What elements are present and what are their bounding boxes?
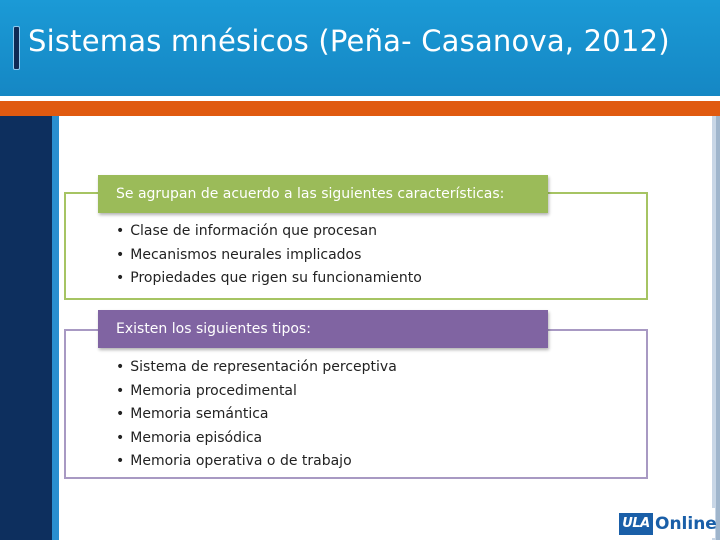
left-accent-stripe bbox=[52, 116, 59, 540]
types-label: Existen los siguientes tipos: bbox=[98, 310, 548, 348]
logo-mark: ULA bbox=[619, 513, 653, 535]
right-edge-inner-stripe bbox=[716, 116, 720, 540]
list-item: • Sistema de representación perceptiva bbox=[116, 356, 397, 380]
left-sidebar-stripe bbox=[0, 116, 52, 540]
logo-text: Online bbox=[655, 514, 717, 534]
ula-online-logo bbox=[615, 508, 715, 538]
list-item: • Memoria operativa o de trabajo bbox=[116, 450, 397, 474]
list-item: • Propiedades que rigen su funcionamiento bbox=[116, 267, 422, 291]
list-item: • Memoria procedimental bbox=[116, 380, 397, 404]
list-item: • Memoria semántica bbox=[116, 403, 397, 427]
slide-header bbox=[0, 0, 720, 96]
header-divider-band bbox=[0, 101, 720, 116]
characteristics-label: Se agrupan de acuerdo a las siguientes características: bbox=[98, 175, 548, 213]
list-item: • Clase de información que procesan bbox=[116, 220, 422, 244]
list-item: • Memoria episódica bbox=[116, 427, 397, 451]
list-item: • Mecanismos neurales implicados bbox=[116, 244, 422, 268]
title-accent-bar bbox=[13, 26, 20, 70]
characteristics-list bbox=[116, 220, 422, 291]
slide-title: Sistemas mnésicos (Peña- Casanova, 2012) bbox=[28, 24, 670, 58]
types-list bbox=[116, 356, 397, 474]
